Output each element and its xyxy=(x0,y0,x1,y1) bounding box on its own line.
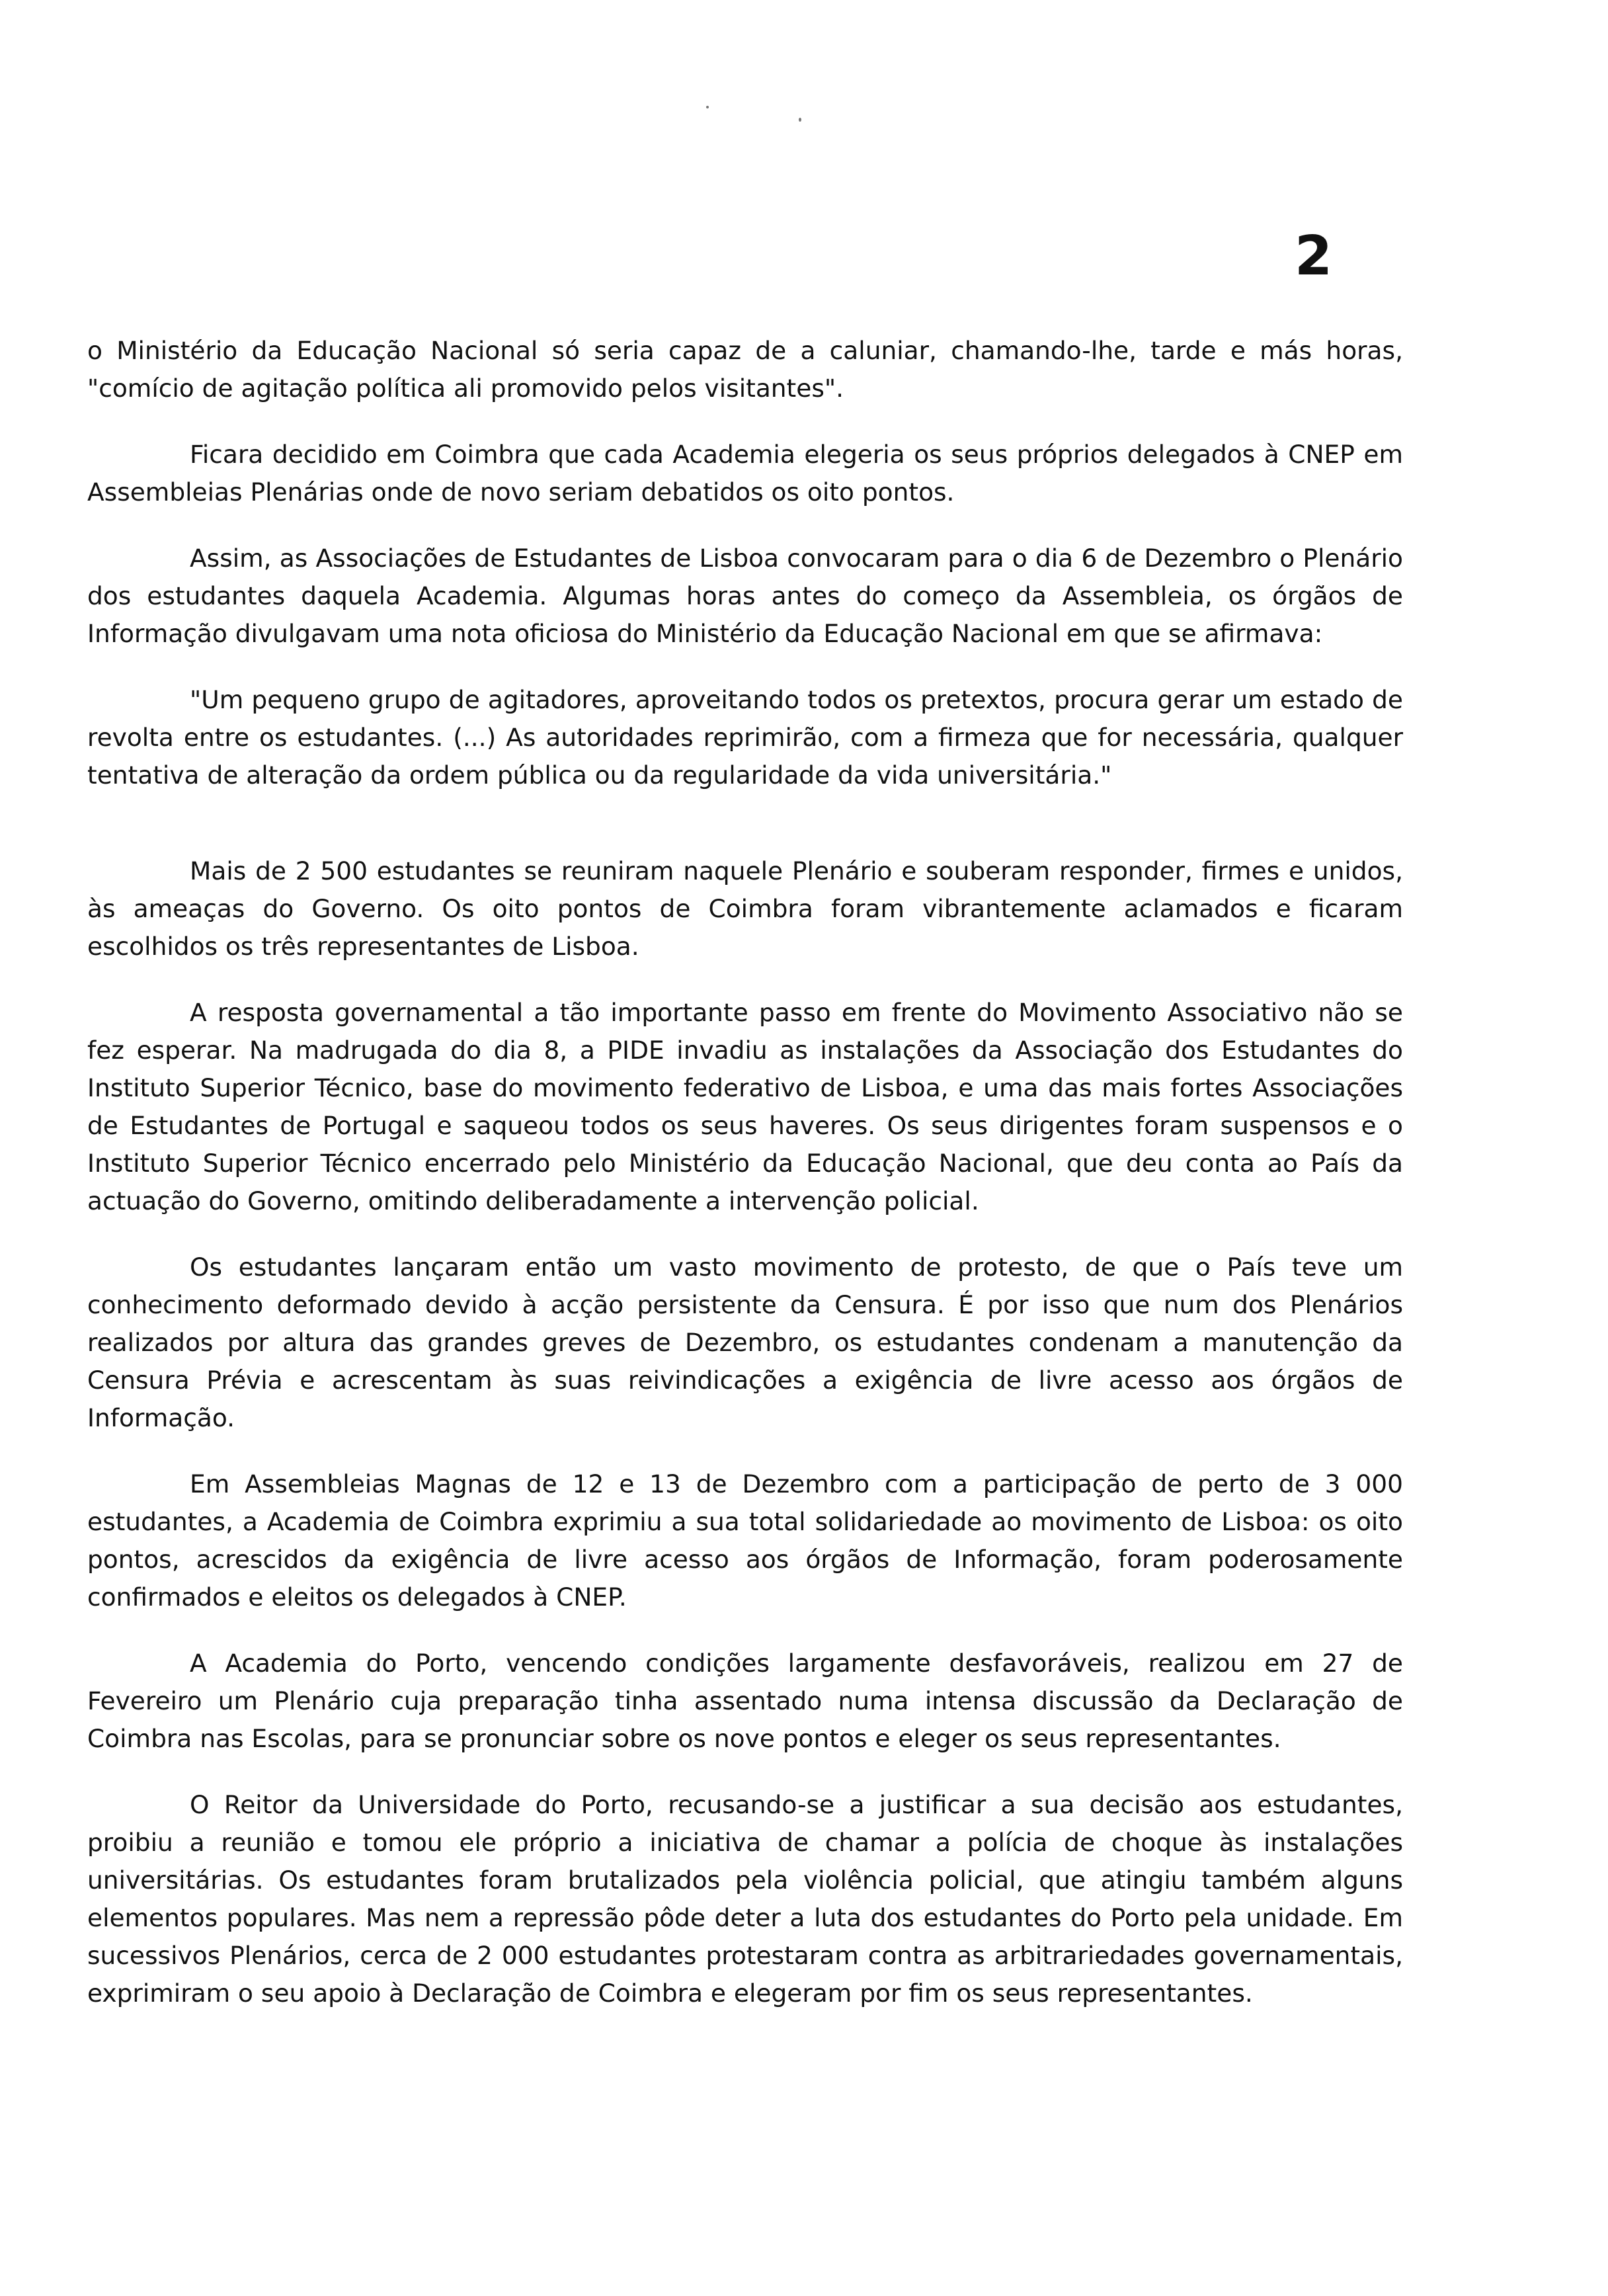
paragraph: Os estudantes lançaram então um vasto movimento de protesto, de que o País teve um conhecimento deformado devido à acção persistente da Censura. É por isso que num dos Plenários realizados por altura das grandes greves de Dezembro, os estudantes condenam a manutenção da Censura Prévia e acrescentam às suas reivindicações a exigência de livre acesso aos órgãos de Informação. xyxy=(87,1252,1403,1432)
document-body xyxy=(87,332,1403,2041)
paragraph: O Reitor da Universidade do Porto, recusando-se a justificar a sua decisão aos estudantes, proibiu a reunião e tomou ele próprio a iniciativa de chamar a polícia de choque às instalações universitárias. Os estudantes foram brutalizados pela violência policial, que atingiu também alguns elementos populares. Mas nem a repressão pôde deter a luta dos estudantes do Porto pela unidade. Em sucessivos Plenários, cerca de 2 000 estudantes protestaram contra as arbitrariedades governamentais, exprimiram o seu apoio à Declaração de Coimbra e elegeram por fim os seus representantes. xyxy=(87,1790,1403,2008)
page-number: 2 xyxy=(1295,225,1333,288)
scan-speck xyxy=(799,118,801,122)
quoted-note: "Um pequeno grupo de agitadores, aproveitando todos os pretextos, procura gerar um estado de revolta entre os estudantes. (...) As autoridades reprimirão, com a firmeza que for necessária, qualquer tentativa de alteração da ordem pública ou da regularidade da vida universitária." xyxy=(87,685,1403,790)
paragraph: Ficara decidido em Coimbra que cada Academia elegeria os seus próprios delegados à CNEP em Assembleias Plenárias onde de novo seriam debatidos os oito pontos. xyxy=(87,440,1403,507)
paragraph: Mais de 2 500 estudantes se reuniram naquele Plenário e souberam responder, firmes e unidos, às ameaças do Governo. Os oito pontos de Coimbra foram vibrantemente aclamados e ficaram escolhidos os três representantes de Lisboa. xyxy=(87,856,1403,961)
paragraph: A resposta governamental a tão importante passo em frente do Movimento Associativo não se fez esperar. Na madrugada do dia 8, a PIDE invadiu as instalações da Associação dos Estudantes do Instituto Superior Técnico, base do movimento federativo de Lisboa, e uma das mais fortes Associações de Estudantes de Portugal e saqueou todos os seus haveres. Os seus dirigentes foram suspensos e o Instituto Superior Técnico encerrado pelo Ministério da Educação Nacional, que deu conta ao País da actuação do Governo, omitindo deliberadamente a intervenção policial. xyxy=(87,998,1403,1215)
paragraph-continued: o Ministério da Educação Nacional só seria capaz de a caluniar, chamando-lhe, tarde e más horas, "comício de agitação política ali promovido pelos visitantes". xyxy=(87,336,1403,403)
scan-speck xyxy=(706,106,709,108)
paragraph: Em Assembleias Magnas de 12 e 13 de Dezembro com a participação de perto de 3 000 estudantes, a Academia de Coimbra exprimiu a sua total solidariedade ao movimento de Lisboa: os oito pontos, acrescidos da exigência de livre acesso aos órgãos de Informação, foram poderosamente confirmados e eleitos os delegados à CNEP. xyxy=(87,1469,1403,1612)
paragraph: Assim, as Associações de Estudantes de Lisboa convocaram para o dia 6 de Dezembro o Plenário dos estudantes daquela Academia. Algumas horas antes do começo da Assembleia, os órgãos de Informação divulgavam uma nota oficiosa do Ministério da Educação Nacional em que se afirmava: xyxy=(87,544,1403,648)
paragraph: A Academia do Porto, vencendo condições largamente desfavoráveis, realizou em 27 de Fevereiro um Plenário cuja preparação tinha assentado numa intensa discussão da Declaração de Coimbra nas Escolas, para se pronunciar sobre os nove pontos e eleger os seus representantes. xyxy=(87,1649,1403,1753)
